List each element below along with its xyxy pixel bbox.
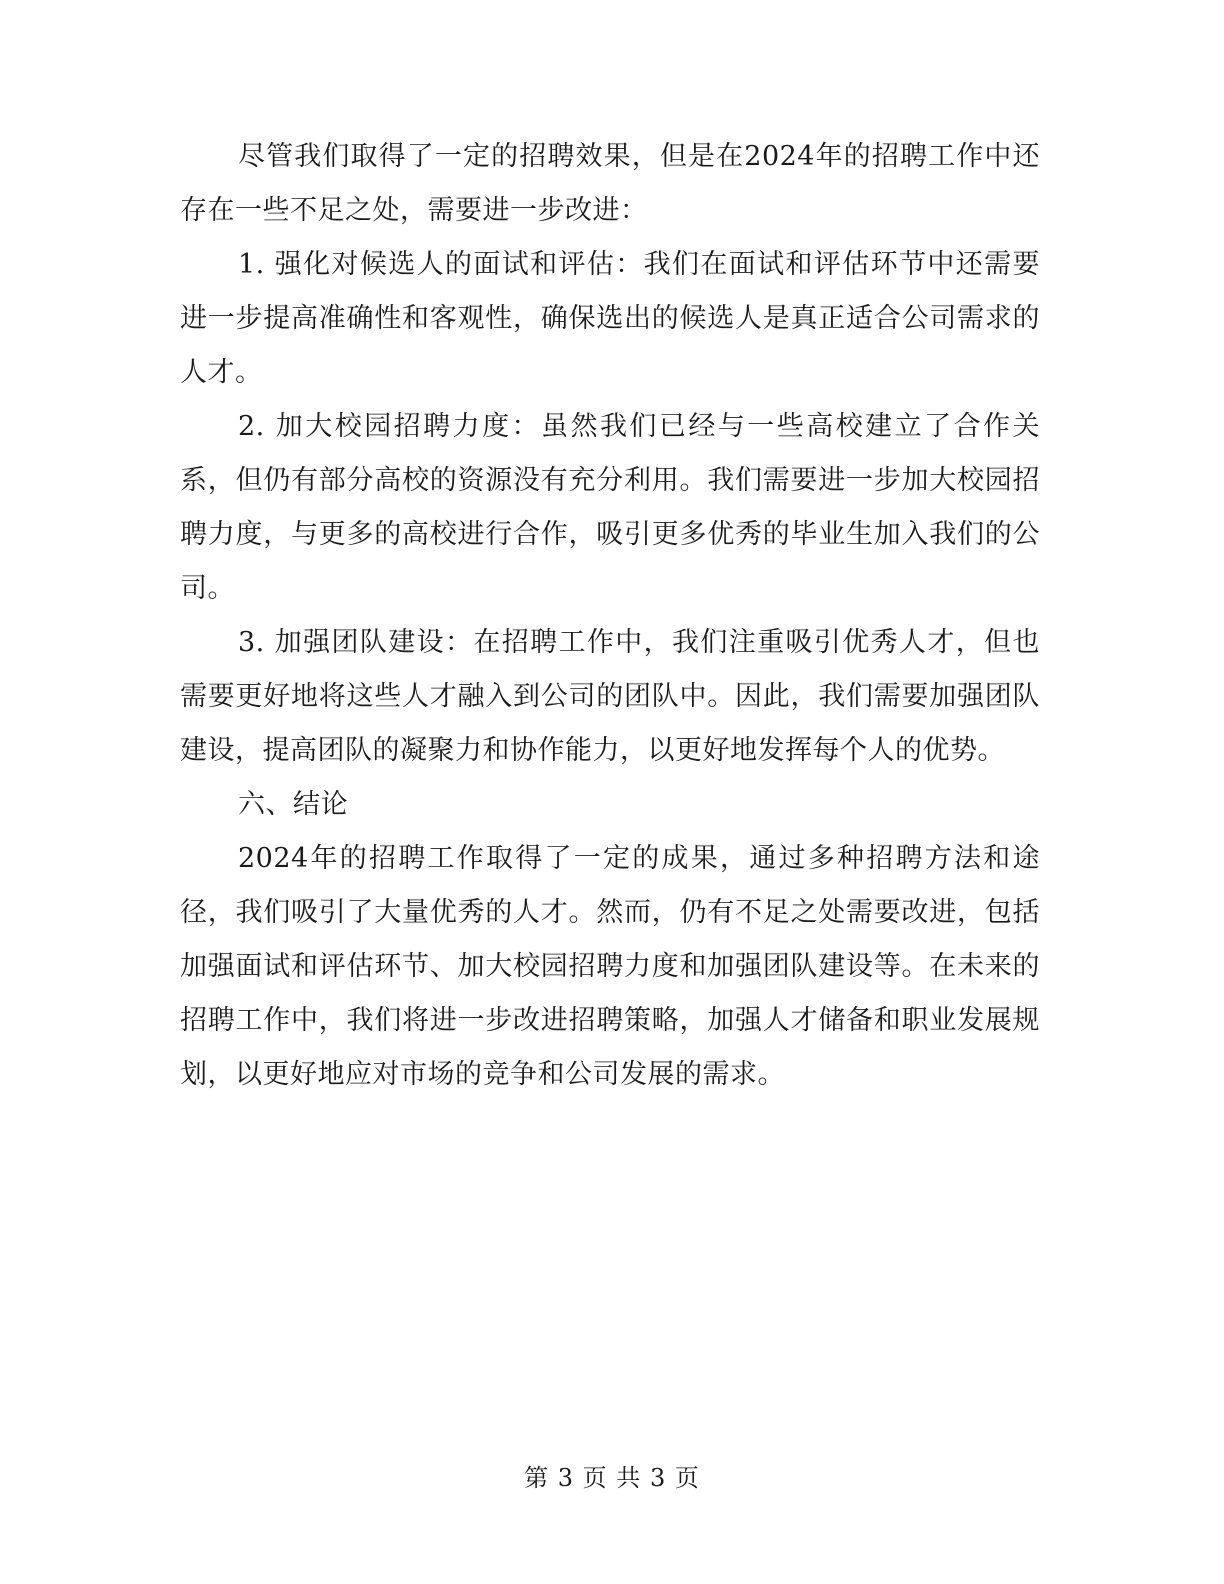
- improvement-item-2: 2. 加大校园招聘力度：虽然我们已经与一些高校建立了合作关系，但仍有部分高校的资源没有充分利用。我们需要进一步加大校园招聘力度，与更多的高校进行合作，吸引更多优秀的毕业生加入我们的公司。: [180, 411, 1040, 604]
- improvement-item-1: 1. 强化对候选人的面试和评估：我们在面试和评估环节中还需要进一步提高准确性和客观性，确保选出的候选人是真正适合公司需求的人才。: [180, 249, 1040, 388]
- improvement-item-3: 3. 加强团队建设：在招聘工作中，我们注重吸引优秀人才，但也需要更好地将这些人才融入到公司的团队中。因此，我们需要加强团队建设，提高团队的凝聚力和协作能力，以更好地发挥每个人的优势。: [180, 627, 1040, 766]
- conclusion-paragraph: 2024年的招聘工作取得了一定的成果，通过多种招聘方法和途径，我们吸引了大量优秀的人才。然而，仍有不足之处需要改进，包括加强面试和评估环节、加大校园招聘力度和加强团队建设等。在未来的招聘工作中，我们将进一步改进招聘策略，加强人才储备和职业发展规划，以更好地应对市场的竞争和公司发展的需求。: [180, 843, 1040, 1090]
- intro-paragraph: 尽管我们取得了一定的招聘效果，但是在2024年的招聘工作中还存在一些不足之处，需要进一步改进：: [180, 141, 1040, 226]
- page-number-footer: 第 3 页 共 3 页: [524, 1464, 700, 1492]
- section-heading-conclusion: 六、结论: [238, 789, 348, 820]
- document-body: [180, 130, 1040, 1102]
